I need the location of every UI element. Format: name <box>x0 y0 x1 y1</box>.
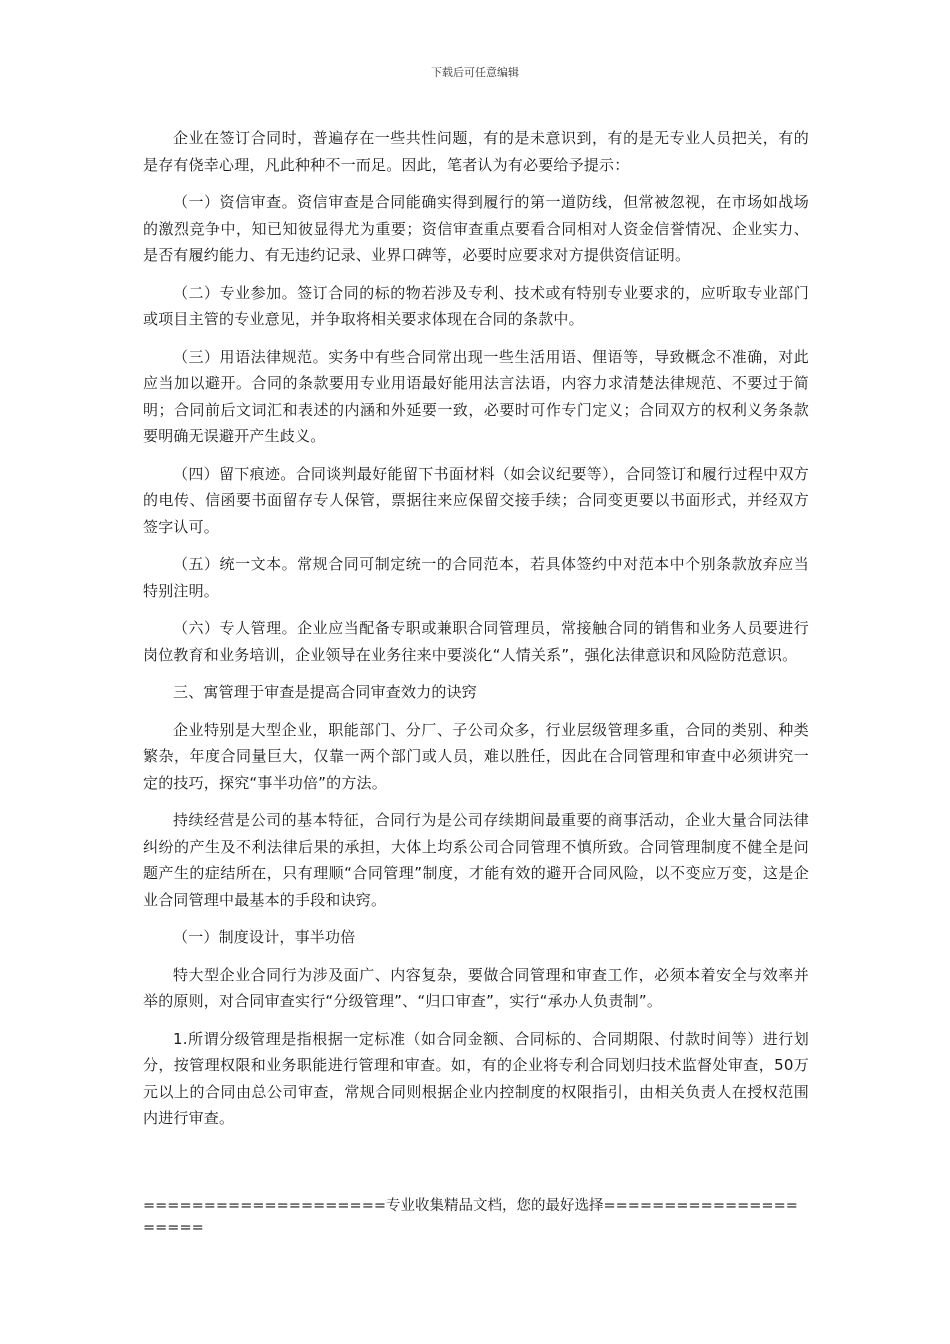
subheading-system-design: （一）制度设计，事半功倍 <box>173 928 356 946</box>
paragraph-dedicated-management: （六）专人管理。企业应当配备专职或兼职合同管理员，常接触合同的销售和业务人员要进行岗位教育和业务培训，企业领导在业务往来中要淡化“人情关系”，强化法律意识和风险防范意识。 <box>143 619 809 664</box>
paragraph-credit-review: （一）资信审查。资信审查是合同能确实得到履行的第一道防线，但常被忽视，在市场如战场的激烈竞争中，知已知彼显得尤为重要；资信审查重点要看合同相对人资金信誉情况、企业实力、是否有履约能力、有无违约记录、业界口碑等，必要时应要求对方提供资信证明。 <box>143 193 809 264</box>
paragraph-large-enterprise: 企业特别是大型企业，职能部门、分厂、子公司众多，行业层级管理多重，合同的类别、种类繁杂，年度合同量巨大，仅靠一两个部门或人员，难以胜任，因此在合同管理和审查中必须讲究一定的技巧，探究“事半功倍”的方法。 <box>143 720 809 792</box>
page-header: 下载后可任意编辑 <box>431 66 519 79</box>
paragraph-intro: 企业在签订合同时，普遍存在一些共性问题，有的是未意识到，有的是无专业人员把关，有的是存有侥幸心理，凡此种种不一而足。因此，笔者认为有必要给予提示： <box>143 129 809 174</box>
page-footer: ====================专业收集精品文档，您的最好选择===================== <box>143 1198 798 1236</box>
paragraph-leave-traces: （四）留下痕迹。合同谈判最好能留下书面材料（如会议纪要等），合同签订和履行过程中双方的电传、信函要书面留存专人保管，票据往来应保留交接手续；合同变更要以书面形式，并经双方签字认可。 <box>143 464 809 536</box>
paragraph-legal-language: （三）用语法律规范。实务中有些合同常出现一些生活用语、俚语等，导致概念不准确，对此应当加以避开。合同的条款要用专业用语最好能用法言法语，内容力求清楚法律规范、不要过于简明；合同前后文词汇和表述的内涵和外延要一致，必要时可作专门定义；合同双方的权利义务条款要明确无误避开产生歧义。 <box>143 347 809 445</box>
paragraph-mega-enterprise: 特大型企业合同行为涉及面广、内容复杂，要做合同管理和审查工作，必须本着安全与效率并举的原则，对合同审查实行“分级管理”、“归口审查”，实行“承办人负责制”。 <box>143 965 809 1010</box>
paragraph-going-concern: 持续经营是公司的基本特征，合同行为是公司存续期间最重要的商事活动，企业大量合同法律纠纷的产生及不利法律后果的承担，大体上均系公司合同管理不慎所致。合同管理制度不健全是问题产生的症结所在，只有理顺“合同管理”制度，才能有效的避开合同风险，以不变应万变，这是企业合同管理中最基本的手段和诀窍。 <box>143 811 809 909</box>
paragraph-tiered-management: 1.所谓分级管理是指根据一定标准（如合同金额、合同标的、合同期限、付款时间等）进行划分，按管理权限和业务职能进行管理和审查。如，有的企业将专利合同划归技术监督处审查，50万元以上的合同由总公司审查，常规合同则根据企业内控制度的权限指引，由相关负责人在授权范围内进行审查。 <box>143 1029 809 1127</box>
paragraph-professional-participation: （二）专业参加。签订合同的标的物若涉及专利、技术或有特别专业要求的，应听取专业部门或项目主管的专业意见，并争取将相关要求体现在合同的条款中。 <box>143 283 809 328</box>
paragraph-unified-text: （五）统一文本。常规合同可制定统一的合同范本，若具体签约中对范本中个别条款放弃应当特别注明。 <box>143 555 809 600</box>
section-heading-three: 三、寓管理于审查是提高合同审查效力的诀窍 <box>173 683 478 701</box>
document-body <box>143 125 809 1143</box>
